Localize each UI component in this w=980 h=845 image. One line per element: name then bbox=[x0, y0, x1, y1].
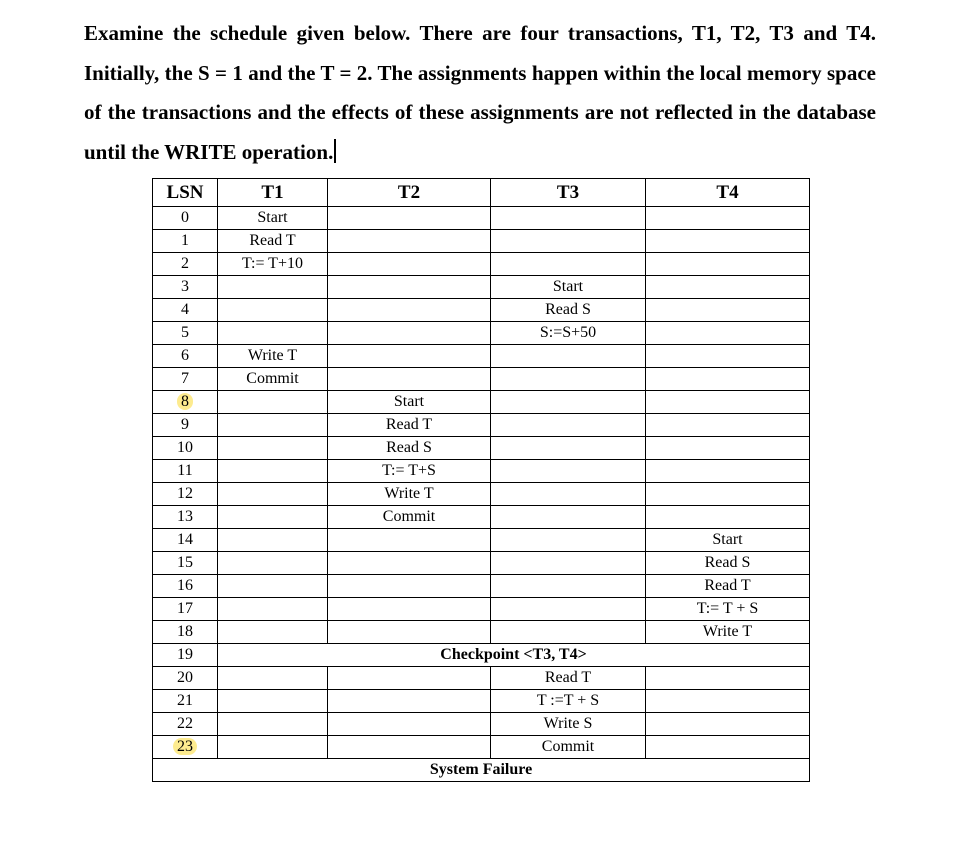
lsn-cell: 19 bbox=[153, 644, 218, 667]
lsn-cell bbox=[153, 299, 218, 322]
t1-cell bbox=[218, 437, 328, 460]
t2-cell bbox=[328, 713, 491, 736]
table-row bbox=[153, 506, 810, 529]
question-text: Examine the schedule given below. There are four transactions, T1, T2, T3 and T4. Initially, the S = 1 and the T = 2. The assignments happen within the local memory space of the transactions and the effects of these assignments are not reflected in the database until the WRITE operation. bbox=[84, 21, 876, 164]
table-row bbox=[153, 690, 810, 713]
table-row bbox=[153, 575, 810, 598]
table-row bbox=[153, 598, 810, 621]
lsn-value: 23 bbox=[173, 738, 197, 755]
lsn-cell bbox=[153, 391, 218, 414]
t1-cell bbox=[218, 299, 328, 322]
t1-cell bbox=[218, 483, 328, 506]
t2-cell bbox=[328, 345, 491, 368]
t2-cell bbox=[328, 575, 491, 598]
system-failure-label: System Failure bbox=[153, 759, 810, 782]
t3-cell bbox=[491, 207, 646, 230]
lsn-value: 6 bbox=[181, 347, 189, 364]
t4-cell bbox=[646, 276, 810, 299]
table-row bbox=[153, 552, 810, 575]
t4-cell bbox=[646, 483, 810, 506]
lsn-value: 0 bbox=[181, 209, 189, 226]
t3-cell: Read S bbox=[491, 299, 646, 322]
table-row bbox=[153, 667, 810, 690]
t1-cell bbox=[218, 667, 328, 690]
table-row bbox=[153, 529, 810, 552]
table-row bbox=[153, 483, 810, 506]
table-row bbox=[153, 345, 810, 368]
t1-cell bbox=[218, 276, 328, 299]
lsn-cell bbox=[153, 345, 218, 368]
lsn-cell bbox=[153, 552, 218, 575]
lsn-value: 18 bbox=[177, 623, 193, 640]
lsn-cell bbox=[153, 322, 218, 345]
t1-cell bbox=[218, 460, 328, 483]
lsn-value: 5 bbox=[181, 324, 189, 341]
checkpoint-label: Checkpoint <T3, T4> bbox=[218, 644, 810, 667]
t2-cell bbox=[328, 621, 491, 644]
lsn-cell bbox=[153, 230, 218, 253]
t3-cell bbox=[491, 506, 646, 529]
lsn-cell bbox=[153, 690, 218, 713]
t3-cell bbox=[491, 575, 646, 598]
t4-cell bbox=[646, 391, 810, 414]
t4-cell: Write T bbox=[646, 621, 810, 644]
table-row bbox=[153, 207, 810, 230]
lsn-cell bbox=[153, 207, 218, 230]
table-row bbox=[153, 713, 810, 736]
t1-cell bbox=[218, 575, 328, 598]
t2-cell bbox=[328, 690, 491, 713]
lsn-cell bbox=[153, 253, 218, 276]
t4-cell: Read T bbox=[646, 575, 810, 598]
lsn-cell bbox=[153, 736, 218, 759]
lsn-cell bbox=[153, 483, 218, 506]
t3-cell bbox=[491, 483, 646, 506]
lsn-cell bbox=[153, 437, 218, 460]
header-t2: T2 bbox=[328, 179, 491, 207]
lsn-value: 20 bbox=[177, 669, 193, 686]
header-t4: T4 bbox=[646, 179, 810, 207]
t3-cell bbox=[491, 529, 646, 552]
t4-cell bbox=[646, 506, 810, 529]
lsn-value: 3 bbox=[181, 278, 189, 295]
lsn-cell bbox=[153, 621, 218, 644]
table-row bbox=[153, 414, 810, 437]
t2-cell: Read S bbox=[328, 437, 491, 460]
table-row bbox=[153, 276, 810, 299]
t1-cell: Write T bbox=[218, 345, 328, 368]
t2-cell bbox=[328, 230, 491, 253]
lsn-value: 15 bbox=[177, 554, 193, 571]
lsn-cell bbox=[153, 667, 218, 690]
t1-cell bbox=[218, 391, 328, 414]
lsn-value: 1 bbox=[181, 232, 189, 249]
t3-cell: Commit bbox=[491, 736, 646, 759]
table-row bbox=[153, 299, 810, 322]
t1-cell bbox=[218, 529, 328, 552]
table-row bbox=[153, 230, 810, 253]
t4-cell bbox=[646, 299, 810, 322]
t3-cell: T :=T + S bbox=[491, 690, 646, 713]
lsn-value: 9 bbox=[181, 416, 189, 433]
t4-cell bbox=[646, 690, 810, 713]
t4-cell bbox=[646, 414, 810, 437]
t1-cell: Start bbox=[218, 207, 328, 230]
t4-cell bbox=[646, 207, 810, 230]
system-failure-row bbox=[153, 759, 810, 782]
lsn-value: 16 bbox=[177, 577, 193, 594]
t2-cell bbox=[328, 667, 491, 690]
t1-cell bbox=[218, 552, 328, 575]
lsn-value: 10 bbox=[177, 439, 193, 456]
table-row bbox=[153, 368, 810, 391]
t2-cell bbox=[328, 299, 491, 322]
header-lsn: LSN bbox=[153, 179, 218, 207]
table-row bbox=[153, 621, 810, 644]
lsn-value: 4 bbox=[181, 301, 189, 318]
table-row bbox=[153, 322, 810, 345]
t2-cell bbox=[328, 736, 491, 759]
table-row bbox=[153, 736, 810, 759]
t4-cell bbox=[646, 253, 810, 276]
t2-cell bbox=[328, 368, 491, 391]
t1-cell bbox=[218, 322, 328, 345]
t1-cell bbox=[218, 414, 328, 437]
t1-cell bbox=[218, 506, 328, 529]
lsn-value: 14 bbox=[177, 531, 193, 548]
t3-cell: Start bbox=[491, 276, 646, 299]
lsn-cell bbox=[153, 506, 218, 529]
t4-cell: Read S bbox=[646, 552, 810, 575]
lsn-cell bbox=[153, 414, 218, 437]
t4-cell bbox=[646, 736, 810, 759]
lsn-cell bbox=[153, 713, 218, 736]
t1-cell: Commit bbox=[218, 368, 328, 391]
checkpoint-row bbox=[153, 644, 810, 667]
t1-cell bbox=[218, 621, 328, 644]
t2-cell bbox=[328, 598, 491, 621]
t3-cell bbox=[491, 621, 646, 644]
t1-cell: Read T bbox=[218, 230, 328, 253]
table-row bbox=[153, 391, 810, 414]
t4-cell bbox=[646, 368, 810, 391]
t3-cell bbox=[491, 368, 646, 391]
t1-cell bbox=[218, 690, 328, 713]
t4-cell: T:= T + S bbox=[646, 598, 810, 621]
t2-cell bbox=[328, 552, 491, 575]
t2-cell bbox=[328, 276, 491, 299]
t1-cell bbox=[218, 736, 328, 759]
t3-cell bbox=[491, 230, 646, 253]
t4-cell bbox=[646, 345, 810, 368]
t3-cell bbox=[491, 552, 646, 575]
t4-cell bbox=[646, 460, 810, 483]
t3-cell: Read T bbox=[491, 667, 646, 690]
table-row bbox=[153, 253, 810, 276]
t2-cell bbox=[328, 207, 491, 230]
schedule-table bbox=[152, 178, 810, 782]
t3-cell: Write S bbox=[491, 713, 646, 736]
t3-cell bbox=[491, 345, 646, 368]
t4-cell bbox=[646, 713, 810, 736]
lsn-value: 11 bbox=[177, 462, 193, 479]
t3-cell bbox=[491, 391, 646, 414]
header-t1: T1 bbox=[218, 179, 328, 207]
t3-cell bbox=[491, 253, 646, 276]
t4-cell: Start bbox=[646, 529, 810, 552]
lsn-value: 8 bbox=[177, 393, 193, 410]
t1-cell bbox=[218, 713, 328, 736]
table-row bbox=[153, 460, 810, 483]
lsn-cell bbox=[153, 460, 218, 483]
t2-cell bbox=[328, 322, 491, 345]
lsn-value: 2 bbox=[181, 255, 189, 272]
t2-cell bbox=[328, 253, 491, 276]
t2-cell: Start bbox=[328, 391, 491, 414]
lsn-cell bbox=[153, 368, 218, 391]
lsn-value: 7 bbox=[181, 370, 189, 387]
t1-cell: T:= T+10 bbox=[218, 253, 328, 276]
table-header-row bbox=[153, 179, 810, 207]
t4-cell bbox=[646, 667, 810, 690]
lsn-value: 17 bbox=[177, 600, 193, 617]
lsn-cell bbox=[153, 276, 218, 299]
lsn-value: 22 bbox=[177, 715, 193, 732]
t2-cell: Write T bbox=[328, 483, 491, 506]
lsn-value: 13 bbox=[177, 508, 193, 525]
t2-cell: Commit bbox=[328, 506, 491, 529]
text-cursor bbox=[334, 139, 336, 163]
lsn-cell bbox=[153, 598, 218, 621]
t3-cell bbox=[491, 598, 646, 621]
table-row bbox=[153, 437, 810, 460]
t4-cell bbox=[646, 437, 810, 460]
t3-cell bbox=[491, 437, 646, 460]
lsn-value: 21 bbox=[177, 692, 193, 709]
lsn-cell bbox=[153, 575, 218, 598]
t2-cell: T:= T+S bbox=[328, 460, 491, 483]
t2-cell: Read T bbox=[328, 414, 491, 437]
t2-cell bbox=[328, 529, 491, 552]
lsn-cell bbox=[153, 529, 218, 552]
lsn-value: 12 bbox=[177, 485, 193, 502]
t4-cell bbox=[646, 322, 810, 345]
t1-cell bbox=[218, 598, 328, 621]
header-t3: T3 bbox=[491, 179, 646, 207]
t4-cell bbox=[646, 230, 810, 253]
t3-cell: S:=S+50 bbox=[491, 322, 646, 345]
t3-cell bbox=[491, 414, 646, 437]
t3-cell bbox=[491, 460, 646, 483]
